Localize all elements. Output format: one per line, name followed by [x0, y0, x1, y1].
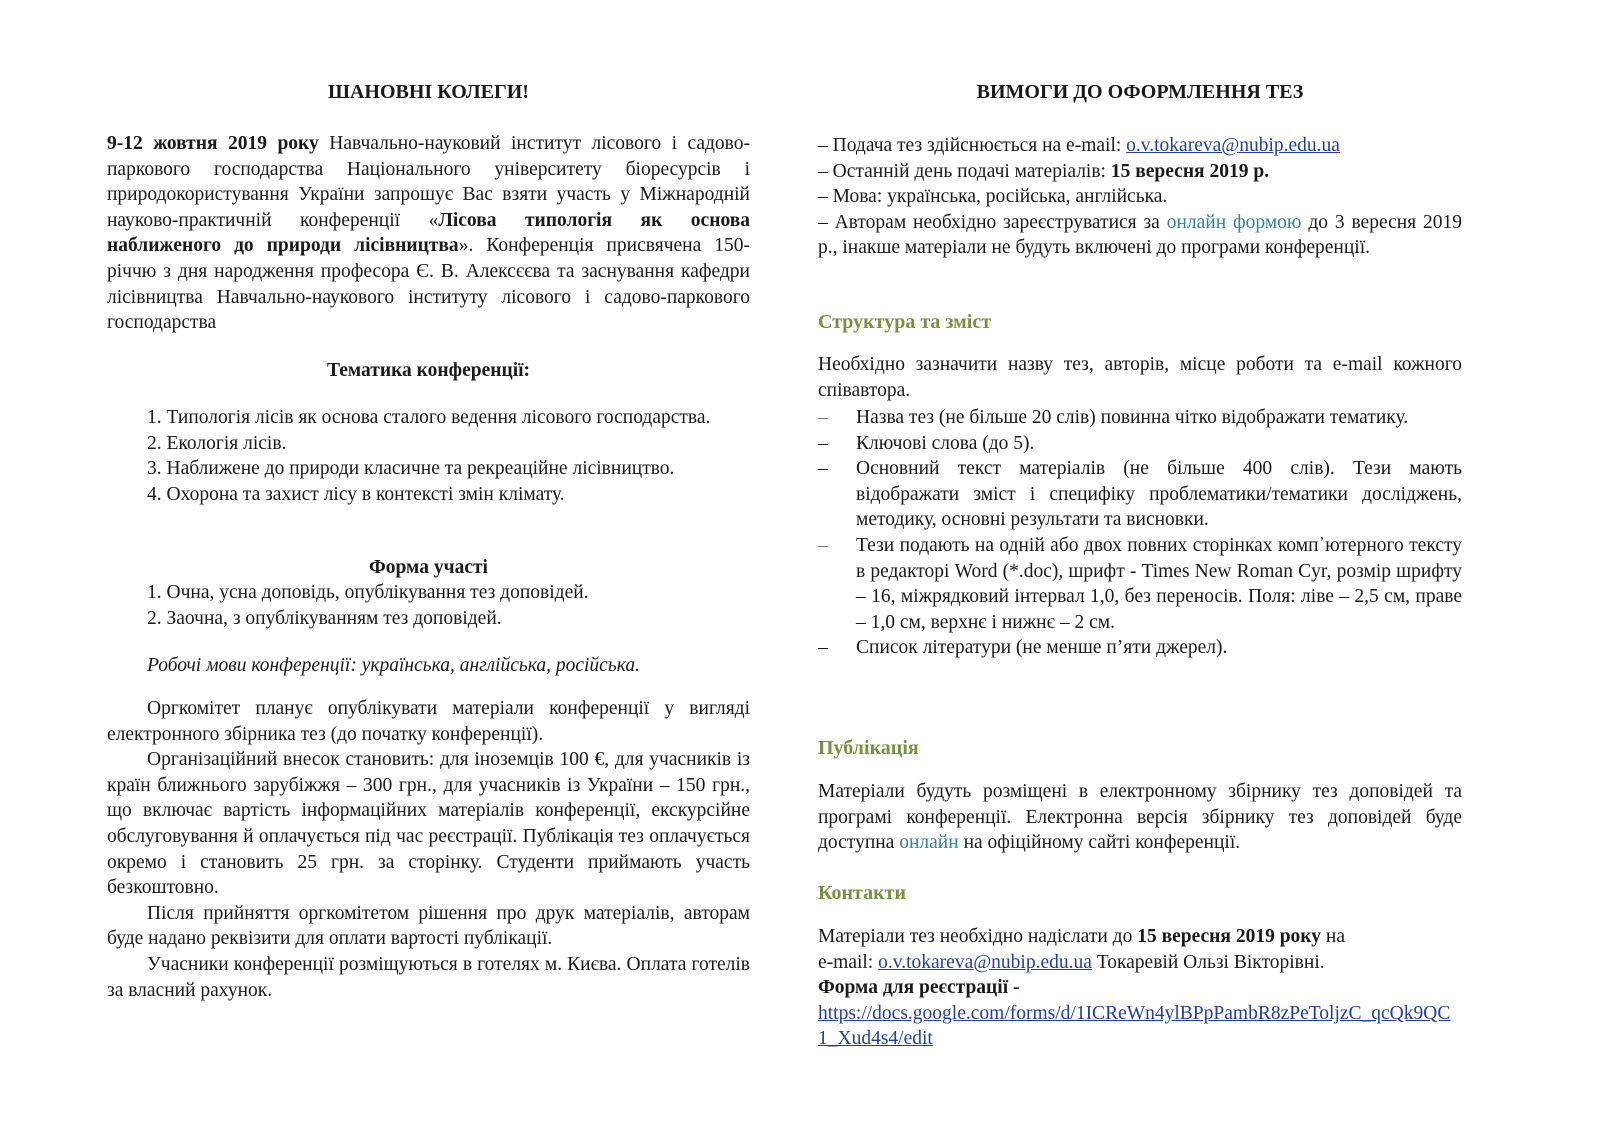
online-form-link[interactable]: онлайн формою: [1166, 211, 1302, 233]
structure-item: – Список літератури (не менше п’яти джерел).: [818, 635, 1462, 661]
online-link[interactable]: онлайн: [899, 832, 959, 854]
fee-paragraph: Організаційний внесок становить: для іноземців 100 €, для учасників із країн ближнього зарубіжжя – 300 грн., для учасників із України – 150 грн., що включає вартість інформаційних матеріалів конференції, екскурсійне обслуговування й оплачується під час реєстрації. Публікація тез оплачується окремо і становить 25 грн. за сторінку. Студенти приймають участь безкоштовно.: [107, 749, 750, 899]
requirements-title: ВИМОГИ ДО ОФОРМЛЕННЯ ТЕЗ: [976, 81, 1304, 103]
dash-bullet: –: [818, 637, 828, 659]
info-paragraph: Оргкомітет планує опублікувати матеріали конференції у вигляді електронного збірника тез (до початку конференції).: [107, 698, 750, 745]
topic-item: 2. Екологія лісів.: [147, 432, 287, 454]
participation-form-item: 2. Заочна, з опублікуванням тез доповідей.: [147, 607, 502, 629]
topic-item: 1. Типологія лісів як основа сталого ведення лісового господарства.: [147, 407, 711, 428]
structure-item: – Тези подають на одній або двох повних сторінках комп᾽ютерного тексту в редакторі Word (*.doc), шрифт - Times New Roman Cyr, розмір шрифту – 16, міжрядковий інтервал 1,0, без переносів. Поля: ліве – 2,5 см, праве – 1,0 см, верхнє і нижнє – 2 см.: [818, 533, 1462, 635]
structure-list: [818, 405, 1462, 661]
requirement-language: – Мова: українська, російська, англійська.: [818, 186, 1168, 208]
working-languages: Робочі мови конференції: українська, англійська, російська.: [147, 655, 640, 676]
structure-item: – Назва тез (не більше 20 слів) повинна чітко відображати тематику.: [818, 405, 1462, 431]
info-paragraphs: [107, 696, 750, 1003]
contact-email-link[interactable]: o.v.tokareva@nubip.edu.ua: [878, 951, 1092, 973]
topics-list: [107, 405, 750, 507]
registration-form-label: Форма для реєстрації -: [818, 977, 1020, 999]
dash-bullet: –: [818, 534, 828, 556]
requirements-list: [818, 133, 1462, 261]
structure-item: – Основний текст матеріалів (не більше 400 слів). Тези мають відображати зміст і специфіку проблематики/тематики досліджень, методику, основні результати та висновки.: [818, 456, 1462, 533]
dash-bullet: –: [818, 458, 828, 480]
email-link[interactable]: o.v.tokareva@nubip.edu.ua: [1126, 135, 1340, 156]
publication-heading: Публікація: [818, 737, 919, 759]
topic-item: 3. Наближене до природи класичне та рекреаційне лісівництво.: [147, 458, 675, 480]
intro-paragraph: 9-12 жовтня 2019 року Навчально-науковий інститут лісового і садово-паркового господарства Національного університету біоресурсів і природокористування України запрошує Вас взяти участь у Міжнародній науково-практичній конференції «Лісова типологія як основа наближеного до природи лісівництва». Конференція присвячена 150-річчю з дня народження професора Є. В. Алексєєва та заснування кафедри лісівництва Навчально-наукового інституту лісового і садово-паркового господарства: [107, 133, 751, 334]
participation-forms-list: [107, 580, 750, 631]
conference-dates: 9-12 жовтня 2019 року: [107, 133, 319, 154]
conference-name: Лісова типологія як основа наближеного до природи лісівництва: [107, 209, 750, 257]
registration-form-link[interactable]: https://docs.google.com/forms/d/1ICReWn4ylBPpPambR8zPeToljzC_qcQk9QC1_Xud4s4/edit: [818, 1002, 1451, 1050]
contacts-heading: Контакти: [818, 882, 906, 904]
participation-form-heading: Форма участі: [369, 557, 488, 578]
topics-heading: Тематика конференції:: [326, 360, 531, 381]
accommodation-paragraph: Учасники конференції розміщуються в готелях м. Києва. Оплата готелів за власний рахунок.: [107, 953, 750, 1001]
structure-heading: Структура та зміст: [818, 311, 992, 333]
greeting-title: ШАНОВНІ КОЛЕГИ!: [328, 81, 529, 103]
publication-paragraph: Матеріали будуть розміщені в електронному збірнику тез доповідей та програмі конференції. Електронна версія збірнику тез доповідей буде доступна онлайн на офіційному сайті конференції.: [818, 781, 1462, 854]
dash-bullet: –: [818, 432, 828, 454]
topic-item: 4. Охорона та захист лісу в контексті змін клімату.: [147, 483, 565, 505]
registration-form-line: [818, 1001, 1454, 1052]
structure-item: – Ключові слова (до 5).: [818, 431, 1462, 457]
requirement-deadline: – Останній день подачі матеріалів: 15 вересня 2019 р.: [818, 160, 1270, 182]
participation-form-item: 1. Очна, усна доповідь, опублікування тез доповідей.: [147, 582, 589, 603]
info-paragraph: Після прийняття оргкомітетом рішення про друк матеріалів, авторам буде надано реквізити для оплати вартості публікації.: [107, 902, 750, 950]
structure-intro: Необхідно зазначити назву тез, авторів, місце роботи та e-mail кожного співавтора.: [818, 354, 1462, 401]
contacts-block: [818, 924, 1462, 1052]
contacts-deadline: Матеріали тез необхідно надіслати до 15 вересня 2019 року на: [818, 926, 1345, 947]
requirement-submission: – Подача тез здійснюється на e-mail: o.v.tokareva@nubip.edu.ua: [818, 135, 1340, 156]
requirement-registration: – Авторам необхідно зареєструватися за онлайн формою до 3 вересня 2019 р., інакше матеріали не будуть включені до програми конференції.: [818, 211, 1462, 259]
contacts-email-line: e-mail: o.v.tokareva@nubip.edu.ua Токаревій Ользі Вікторівні.: [818, 951, 1325, 973]
dash-bullet: –: [818, 407, 828, 428]
